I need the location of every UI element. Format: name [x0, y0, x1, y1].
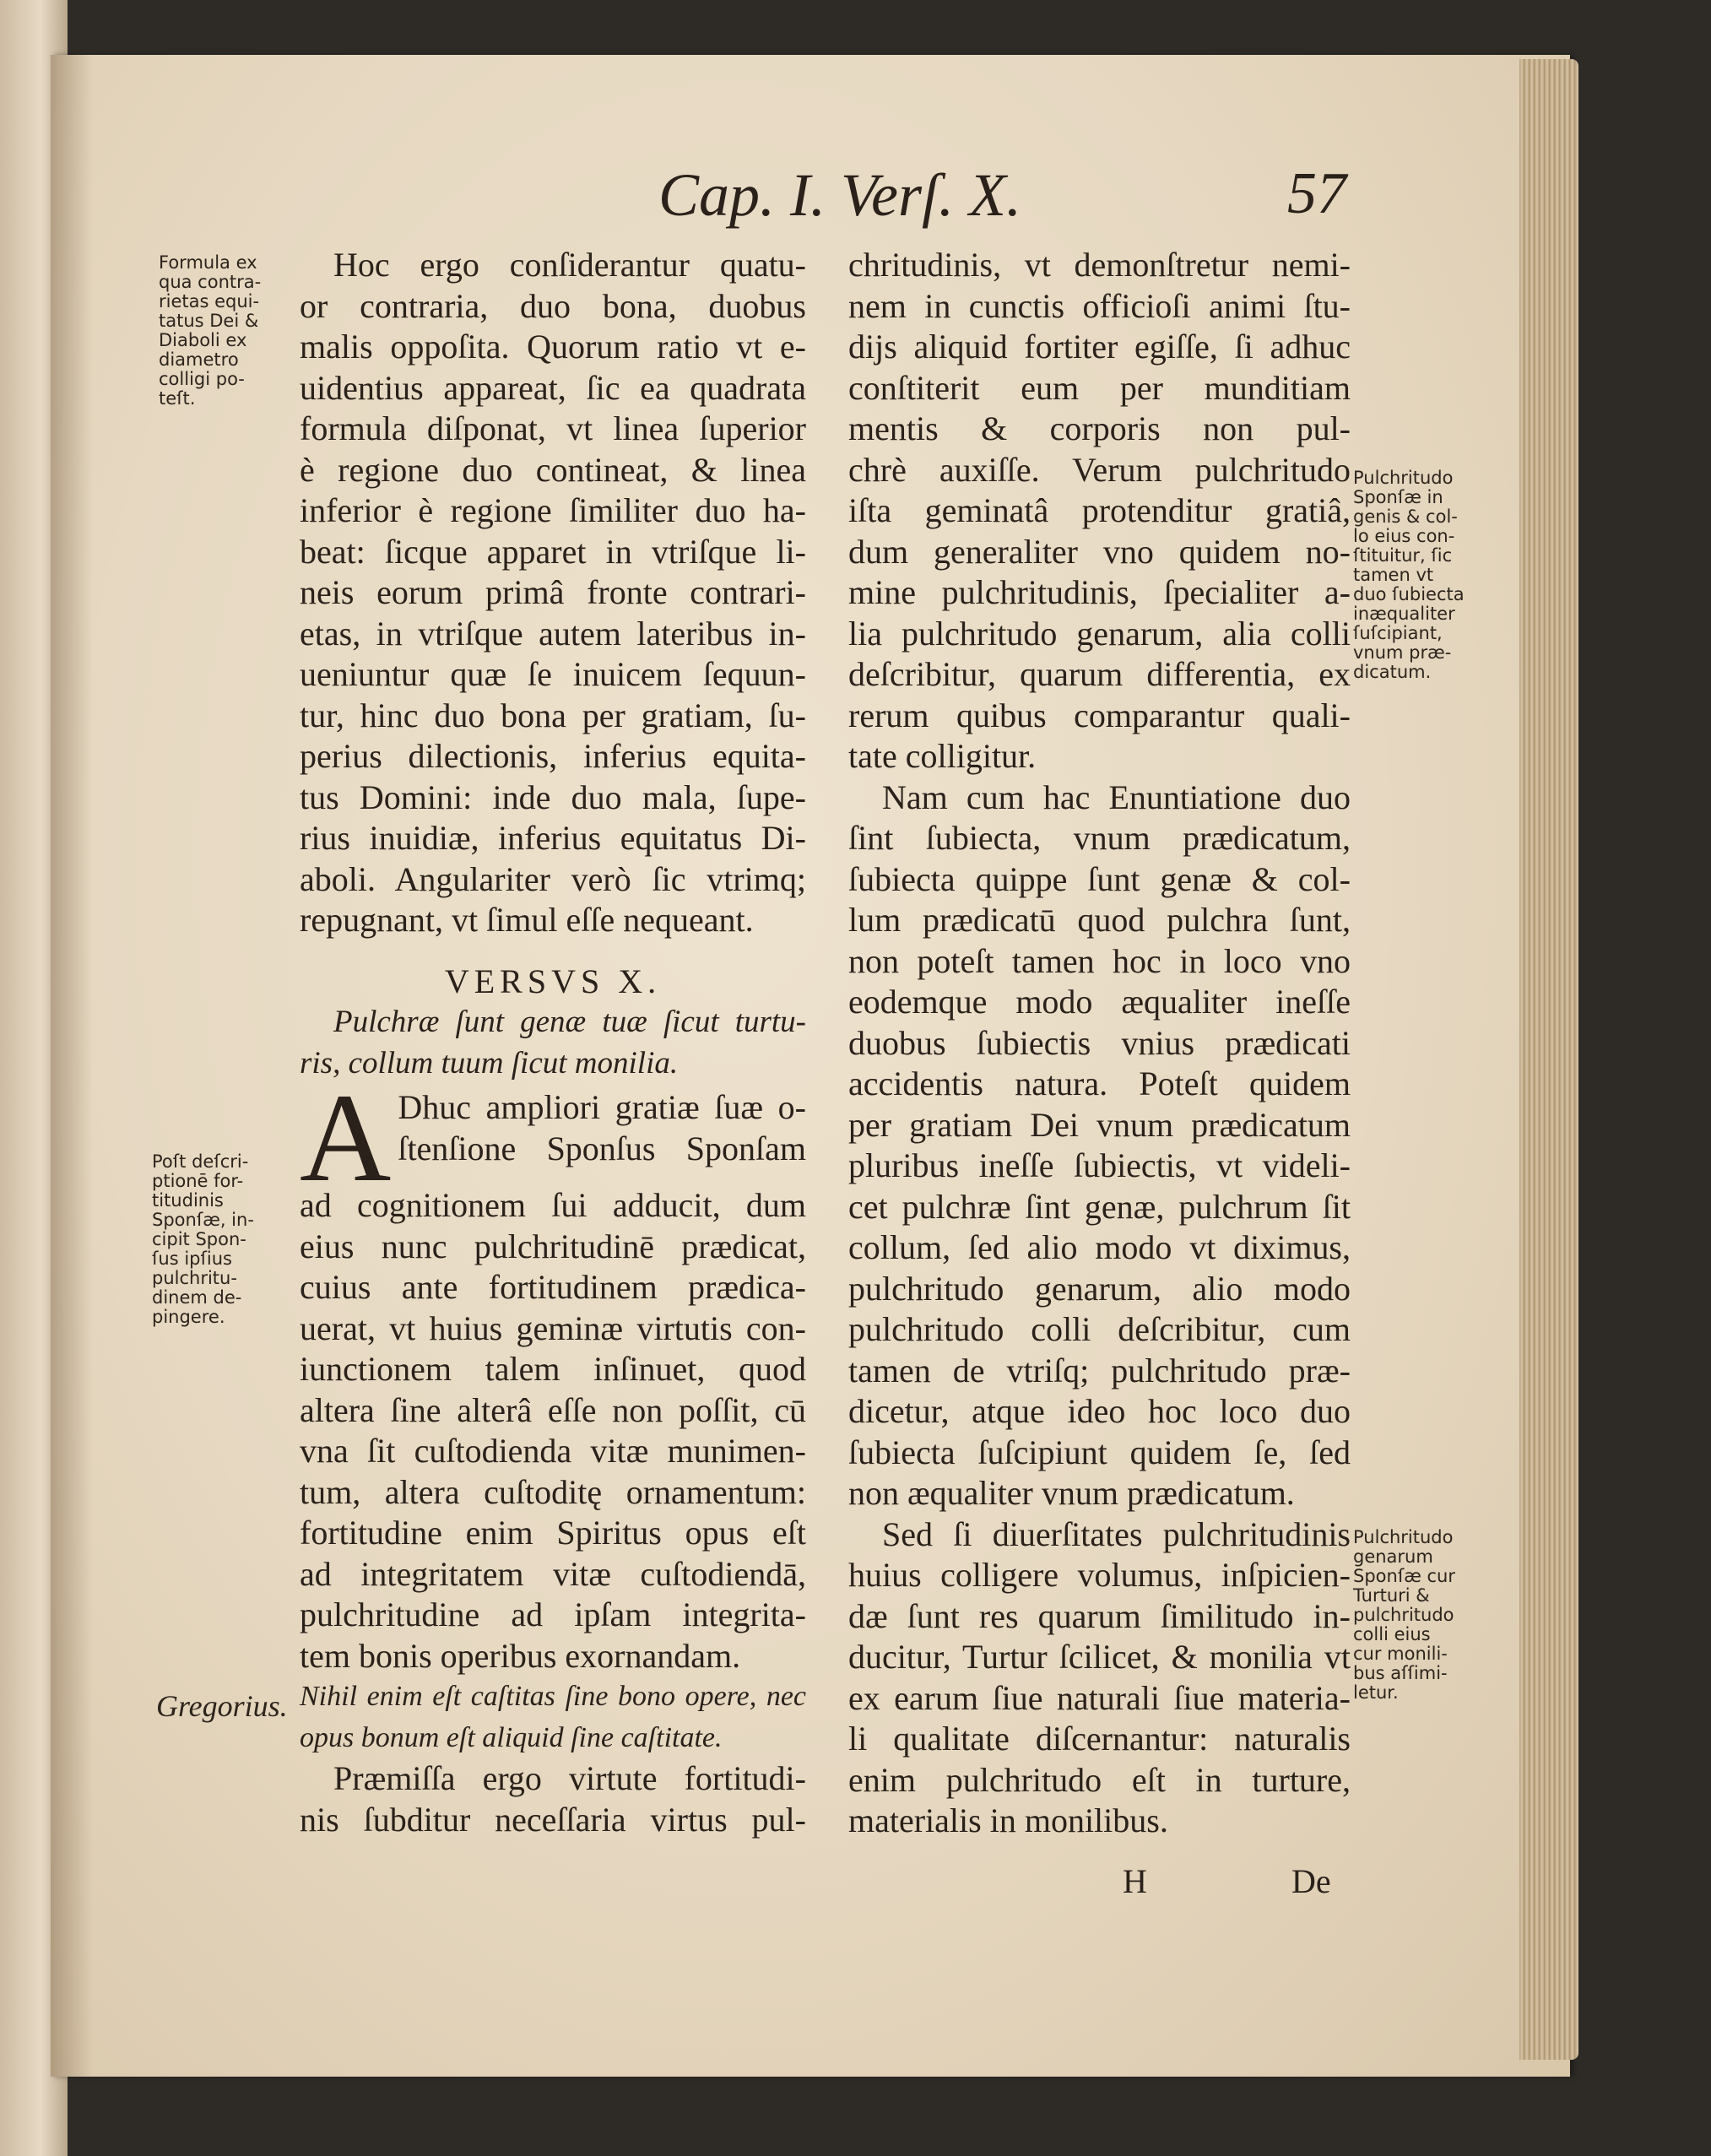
margin-note-line: Turturi & [1353, 1585, 1430, 1606]
text-line: ducitur, Turtur ſcilicet, & monilia vt [848, 1638, 1351, 1676]
text-line: dijs aliquid fortiter egiſſe, ſi adhuc [848, 328, 1351, 366]
margin-note-line: colligi po- [159, 369, 245, 389]
text-line: ad cognitionem ſui adducit, dum [300, 1186, 806, 1224]
left-column [300, 245, 806, 1840]
text-line: beat: ſicque apparet in vtriſque li- [300, 532, 806, 571]
text-line: aboli. Angulariter verò ſic vtrimq; [300, 859, 806, 898]
margin-note-line: duo ſubiecta [1353, 584, 1465, 604]
margin-note-line: tatus Dei & [159, 311, 259, 331]
text-line: tus Domini: inde duo mala, ſupe- [300, 777, 806, 816]
margin-note-line: Formula ex [159, 252, 257, 273]
text-line: iunctionem talem inſinuet, quod [300, 1350, 806, 1388]
text-line: collum, ſed alio modo vt diximus, [848, 1228, 1351, 1266]
text-line: formula diſponat, vt linea ſuperior [300, 409, 806, 447]
section-heading-text: VERSVS X. [444, 962, 662, 1000]
text-line: Hoc ergo conſiderantur quatu- [333, 246, 806, 284]
text-line: dum generaliter vno quidem no- [848, 532, 1351, 571]
text-line: mentis & corporis non pul- [848, 409, 1351, 447]
text-line: Sed ſi diuerſitates pulchritudinis [882, 1514, 1351, 1553]
text-line: tur, hinc duo bona per gratiam, ſu- [300, 696, 806, 734]
margin-note-line: dinem de- [152, 1287, 242, 1308]
margin-note-line: ſtituitur, ſic [1353, 545, 1453, 566]
text-line: eodemque modo æqualiter ineſſe [848, 983, 1351, 1021]
margin-note-line: qua contra- [159, 272, 262, 292]
margin-note [1353, 1528, 1455, 1703]
text-line: nis ſubditur neceſſaria virtus pul- [300, 1800, 806, 1839]
margin-note-line: pulchritudo [1353, 1605, 1454, 1625]
catchword: De [1291, 1862, 1331, 1900]
margin-note-line: genis & col- [1353, 506, 1458, 527]
text-line: repugnant, vt ſimul eſſe nequeant. [300, 901, 754, 939]
verse-line: Pulchræ ſunt genæ tuæ ſicut turtu- [333, 1005, 806, 1039]
margin-note [152, 1152, 254, 1327]
text-line: vna ſit cuſtodienda vitæ munimen- [300, 1432, 806, 1470]
margin-note-line: teſt. [159, 388, 196, 409]
text-line: ad integritatem vitæ cuſtodiendā, [300, 1554, 806, 1593]
verse-line: ris, collum tuum ſicut monilia. [300, 1045, 679, 1081]
text-line: fortitudine enim Spiritus opus eſt [300, 1514, 806, 1552]
margin-note-line: Sponſæ, in- [152, 1210, 254, 1230]
margin-note-line: letur. [1353, 1682, 1399, 1703]
margin-note-line: titudinis [152, 1190, 224, 1211]
margin-note-line: ptionē for- [152, 1171, 244, 1191]
text-line: neis eorum primâ fronte contrari- [300, 573, 806, 611]
text-line: tum, altera cuſtoditę ornamentum: [300, 1472, 806, 1511]
text-line: perius dilectionis, inferius equita- [300, 737, 806, 775]
text-line: inferior è regione ſimiliter duo ha- [300, 491, 806, 529]
section-heading [300, 962, 806, 1003]
text-line: Dhuc ampliori gratiæ ſuæ o- [398, 1088, 806, 1126]
margin-note-line: cur monili- [1353, 1644, 1448, 1664]
text-line: li qualitate diſcernantur: naturalis [848, 1720, 1351, 1758]
text-line: cuius ante fortitudinem prædica- [300, 1268, 806, 1306]
margin-citation-gregorius: Gregorius. [156, 1689, 288, 1723]
text-line: uidentius appareat, ſic ea quadrata [300, 368, 806, 407]
text-line: iſta geminatâ protenditur gratiâ, [848, 491, 1351, 529]
margin-note-line: vnum præ- [1353, 642, 1452, 663]
margin-note-line: dicatum. [1353, 662, 1432, 682]
text-line: per gratiam Dei vnum prædicatum [848, 1105, 1351, 1144]
margin-note-line: Poſt deſcri- [152, 1151, 249, 1172]
text-line: accidentis natura. Poteſt quidem [848, 1064, 1351, 1102]
text-line: pulchritudo genarum, alio modo [848, 1269, 1351, 1308]
running-title: Cap. I. Verſ. X. [658, 161, 1021, 229]
margin-note-line: pulchritu- [152, 1268, 237, 1288]
text-line: lia pulchritudo genarum, alia colli [848, 614, 1351, 653]
paragraph-with-dropcap [300, 1068, 806, 1677]
margin-note-line: bus aſſimi- [1353, 1663, 1448, 1683]
margin-note-line: ſuſcipiant, [1353, 623, 1443, 643]
text-line: tem bonis operibus exornandam. [300, 1636, 741, 1675]
margin-note-line: inæqualiter [1353, 604, 1455, 624]
margin-note-line: Pulchritudo [1353, 1527, 1454, 1547]
margin-note-line: ſus ipſius [152, 1249, 232, 1269]
margin-note-line: diametro [159, 349, 239, 370]
margin-note-line: Sponſæ cur [1353, 1566, 1455, 1586]
text-line: pulchritudine ad ipſam integrita- [300, 1595, 806, 1633]
quote-line: Nihil enim eſt caſtitas ſine bono opere, nec [300, 1681, 806, 1712]
text-line: pulchritudo colli deſcribitur, cum [848, 1310, 1351, 1348]
text-line: Præmiſſa ergo virtute fortitudi- [333, 1759, 806, 1797]
signature-mark: H [1123, 1862, 1147, 1900]
text-line: uerat, vt huius geminæ virtutis con- [300, 1308, 806, 1347]
right-column [848, 245, 1351, 1842]
text-line: chrè auxiſſe. Verum pulchritudo [848, 450, 1351, 489]
margin-note-line: genarum [1353, 1547, 1433, 1567]
text-line: rerum quibus comparantur quali- [848, 696, 1351, 734]
margin-note-line: Pulchritudo [1353, 468, 1454, 488]
text-line: tamen de vtriſq; pulchritudo præ- [848, 1351, 1351, 1389]
text-line: altera ſine alterâ eſſe non poſſit, cū [300, 1390, 806, 1429]
text-line: non poteſt tamen hoc in loco vno [848, 941, 1351, 980]
text-line: etas, in vtriſque autem lateribus in- [300, 614, 806, 653]
margin-note-line: Diaboli ex [159, 330, 247, 350]
text-line: enim pulchritudo eſt in turture, [848, 1760, 1351, 1799]
text-line: duobus ſubiectis vnius prædicati [848, 1023, 1351, 1062]
page-number: 57 [1287, 161, 1346, 226]
text-line: pluribus ineſſe ſubiectis, vt videli- [848, 1146, 1351, 1184]
text-line: ſubiecta ſuſcipiunt quidem ſe, ſed [848, 1433, 1351, 1471]
text-line: ſint ſubiecta, vnum prædicatum, [848, 819, 1351, 857]
text-line: materialis in monilibus. [848, 1801, 1168, 1839]
text-line: nem in cunctis officioſi animi ſtu- [848, 286, 1351, 325]
text-line: ex earum ſiue naturali ſiue materia- [848, 1678, 1351, 1717]
text-line: deſcribitur, quarum differentia, ex [848, 655, 1351, 693]
text-line: cet pulchræ ſint genæ, pulchrum ſit [848, 1187, 1351, 1226]
drop-cap: A [300, 1068, 392, 1208]
quote-line: opus bonum eſt aliquid ſine caſtitate. [300, 1721, 723, 1753]
text-line: tate colligitur. [848, 737, 1037, 775]
margin-note-line: pingere. [152, 1307, 225, 1327]
margin-note-line: Sponſæ in [1353, 487, 1443, 507]
margin-note [1353, 469, 1465, 682]
page-edges [1519, 59, 1578, 2060]
text-line: rius inuidiæ, inferius equitatus Di- [300, 819, 806, 857]
text-line: lum prædicatū quod pulchra ſunt, [848, 901, 1351, 939]
text-line: dæ ſunt res quarum ſimilitudo in- [848, 1596, 1351, 1635]
margin-note-line: colli eius [1353, 1624, 1431, 1644]
text-line: Nam cum hac Enuntiatione duo [882, 777, 1351, 816]
text-line: malis oppoſita. Quorum ratio vt e- [300, 328, 806, 366]
text-line: non æqualiter vnum prædicatum. [848, 1474, 1295, 1512]
text-line: huius colligere volumus, inſpicien- [848, 1556, 1351, 1594]
text-line: mine pulchritudinis, ſpecialiter a- [848, 573, 1351, 611]
margin-note-line: cipit Spon- [152, 1229, 246, 1249]
text-line: dicetur, atque ideo hoc loco duo [848, 1392, 1351, 1430]
text-line: conſtiterit eum per munditiam [848, 368, 1351, 407]
margin-note-line: tamen vt [1353, 565, 1434, 585]
margin-note-line: rietas equi- [159, 291, 260, 311]
text-line: eius nunc pulchritudinē prædicat, [300, 1227, 806, 1265]
page-gutter-shadow [51, 55, 93, 2077]
text-line: ſtenſione Sponſus Sponſam [398, 1129, 806, 1167]
margin-note-line: lo eius con- [1353, 526, 1455, 546]
text-line: chritudinis, vt demonſtretur nemi- [848, 246, 1351, 284]
text-line: è regione duo contineat, & linea [300, 450, 806, 489]
text-line: ueniuntur quæ ſe inuicem ſequun- [300, 655, 806, 693]
text-line: or contraria, duo bona, duobus [300, 286, 806, 325]
text-line: ſubiecta quippe ſunt genæ & col- [848, 859, 1351, 898]
margin-note [159, 253, 261, 409]
